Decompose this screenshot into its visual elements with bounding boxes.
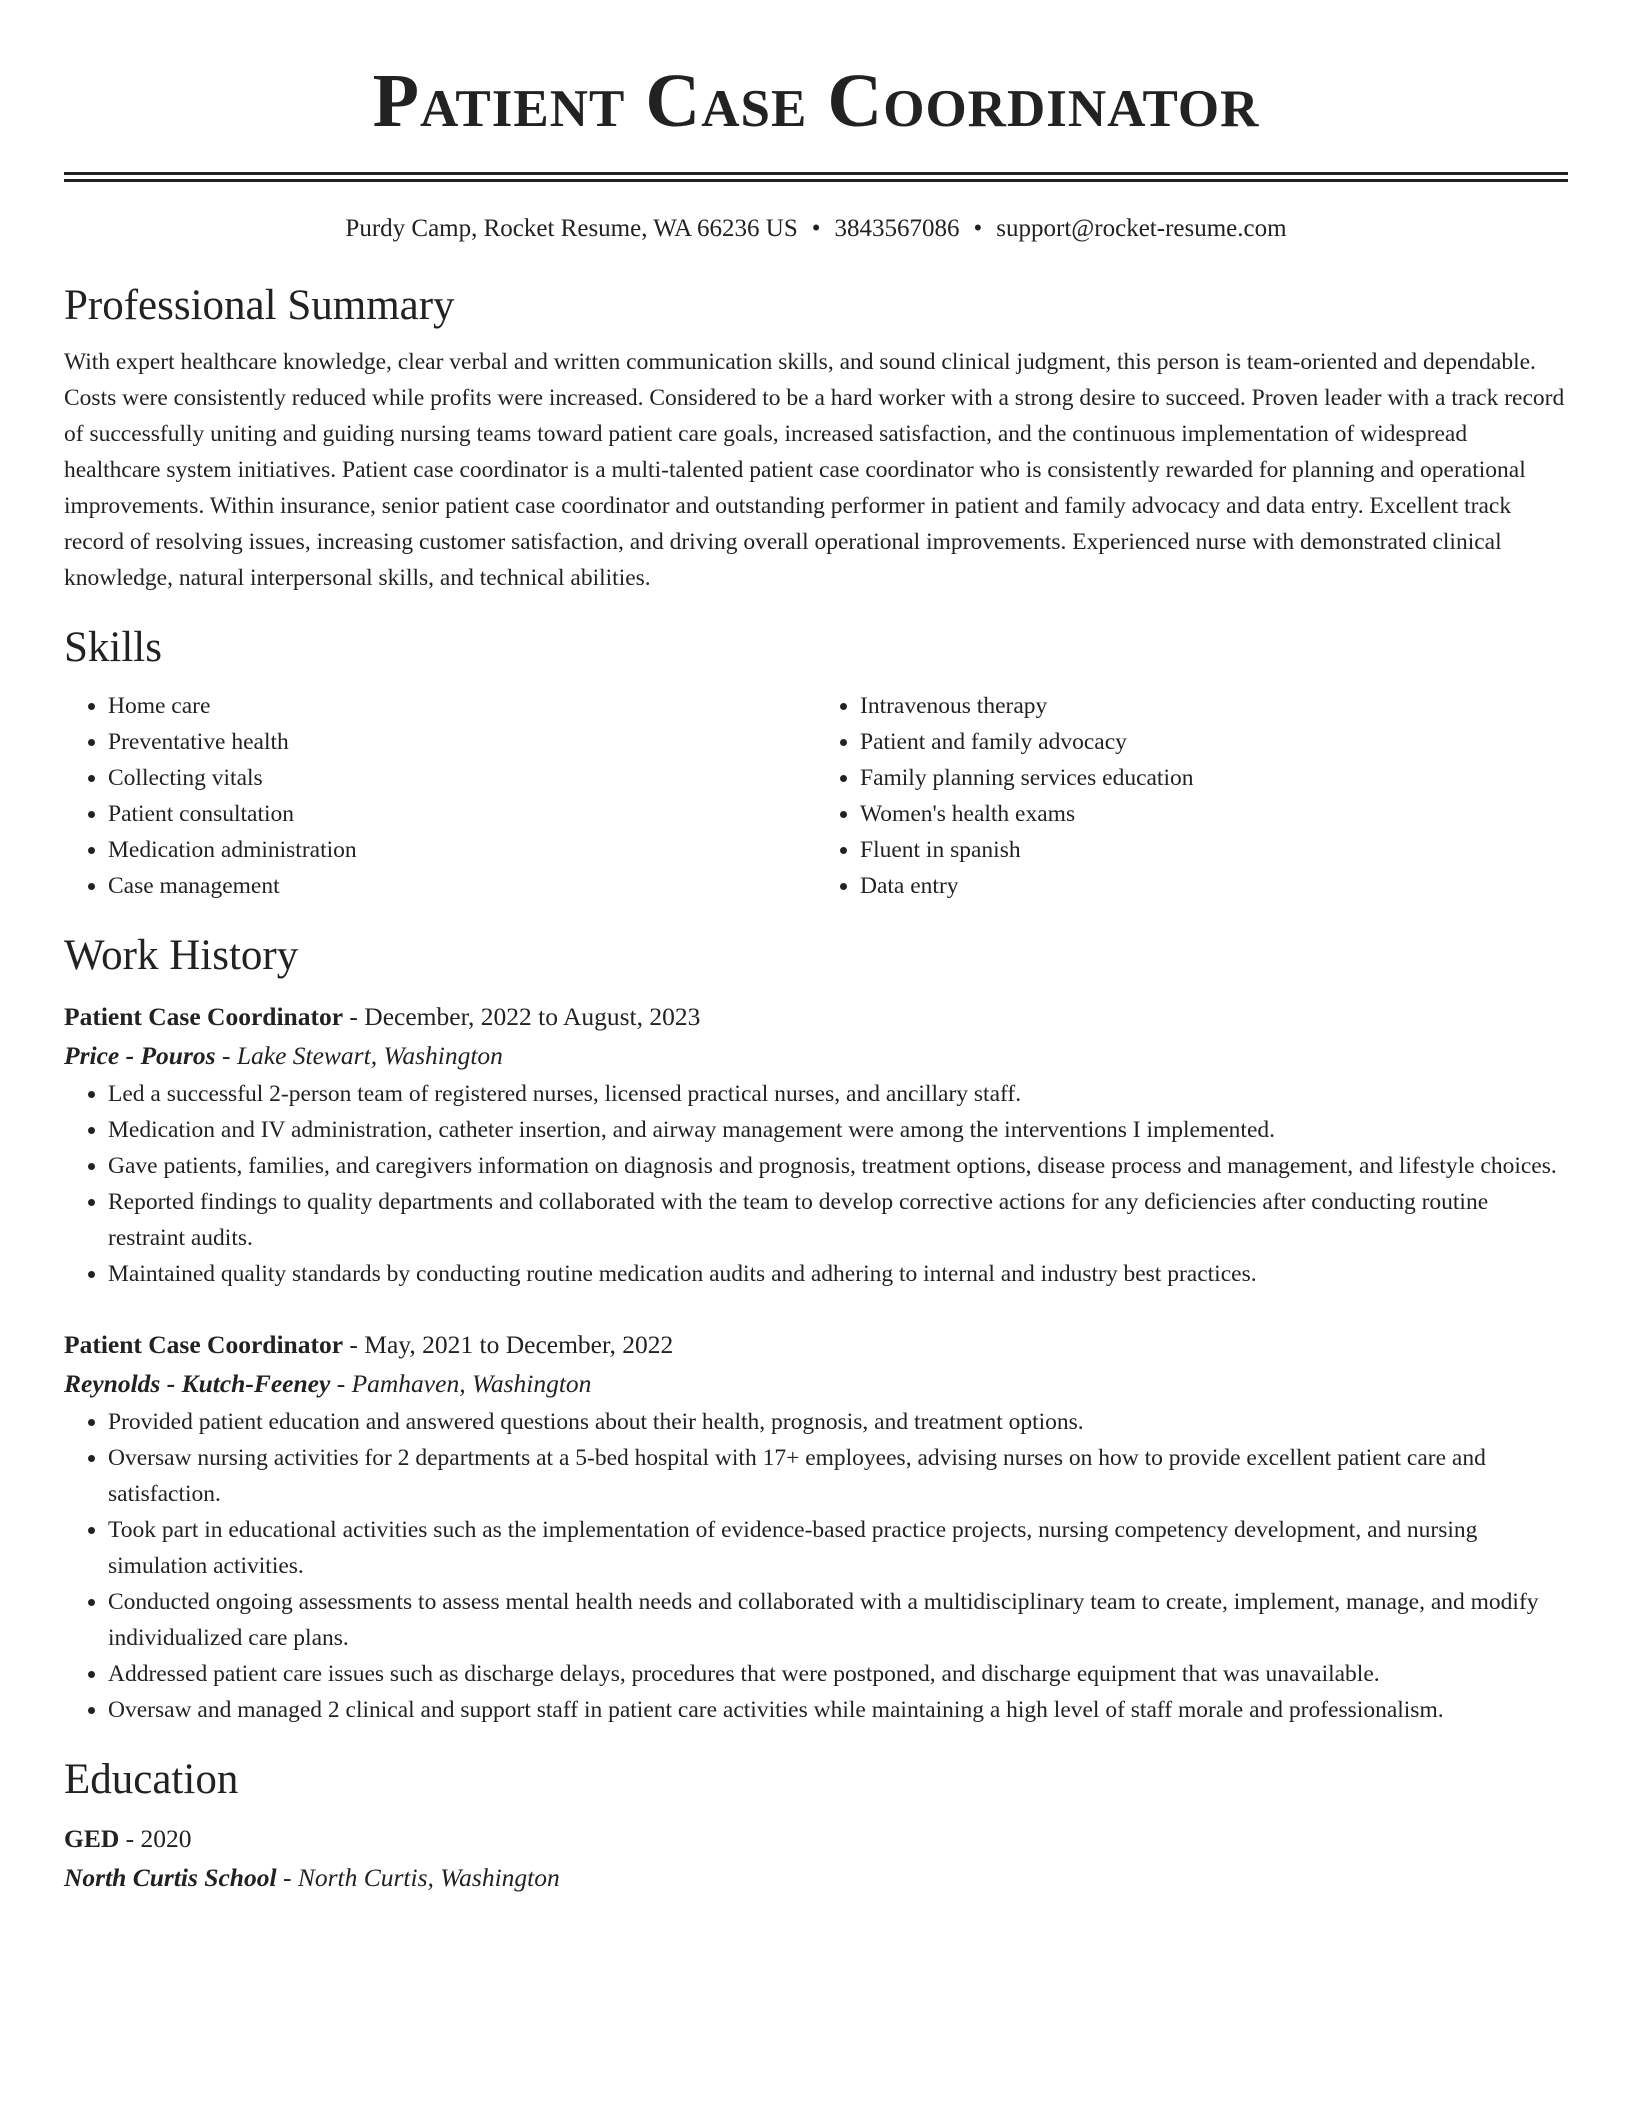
education-location: North Curtis, Washington <box>297 1863 560 1892</box>
job-dash: - <box>343 1330 365 1359</box>
job-entry <box>64 1326 1568 1728</box>
contact-phone[interactable]: 3843567086 <box>834 215 960 242</box>
job-duty: • Medication and IV administration, catheter insertion, and airway management were among the interventions I implemented. <box>108 1112 1568 1148</box>
job-location: Pamhaven, Washington <box>351 1369 592 1398</box>
job-dash: - <box>330 1369 352 1398</box>
candidate-name: Patient Case Coordinator <box>372 59 1260 143</box>
work-history-heading: Work History <box>64 932 299 979</box>
job-duty: • Took part in educational activities such as the implementation of evidence-based practice projects, nursing competency development, and nursing simulation activities. <box>108 1512 1568 1584</box>
contact-email[interactable]: support@rocket-resume.com <box>996 215 1287 242</box>
header-double-rule <box>64 172 1568 182</box>
contact-separator: • <box>811 215 821 242</box>
skill-item: • Patient consultation <box>108 796 816 832</box>
education-degree: GED <box>64 1824 120 1853</box>
job-entry <box>64 998 1568 1292</box>
job-dash: - <box>215 1041 237 1070</box>
skills-column-right <box>816 688 1568 904</box>
job-duty: • Addressed patient care issues such as discharge delays, procedures that were postponed, and discharge equipment that was unavailable. <box>108 1656 1568 1692</box>
job-duties <box>64 1076 1568 1292</box>
summary-heading: Professional Summary <box>64 282 455 329</box>
job-dash: - <box>343 1002 365 1031</box>
skill-item: • Fluent in spanish <box>860 832 1568 868</box>
contact-address: Purdy Camp, Rocket Resume, WA 66236 US <box>345 215 798 242</box>
skill-item: • Medication administration <box>108 832 816 868</box>
job-duty: • Provided patient education and answered questions about their health, prognosis, and treatment options. <box>108 1404 1568 1440</box>
contact-line <box>64 212 1568 246</box>
education-school-line <box>64 1858 1568 1898</box>
skill-item: • Preventative health <box>108 724 816 760</box>
job-duty: • Maintained quality standards by conducting routine medication audits and adhering to internal and industry best practices. <box>108 1256 1568 1292</box>
job-duty: • Reported findings to quality departments and collaborated with the team to develop corrective actions for any deficiencies after conducting routine restraint audits. <box>108 1184 1568 1256</box>
education-dash: - <box>276 1863 298 1892</box>
skill-item: • Intravenous therapy <box>860 688 1568 724</box>
job-header <box>64 1326 1568 1364</box>
job-duty: • Oversaw and managed 2 clinical and support staff in patient care activities while maintaining a high level of staff morale and professionalism. <box>108 1692 1568 1728</box>
job-employer <box>64 1036 1568 1076</box>
skill-item: • Patient and family advocacy <box>860 724 1568 760</box>
summary-text: With expert healthcare knowledge, clear verbal and written communication skills, and sound clinical judgment, this person is team-oriented and dependable. Costs were consistently reduced while profits were increased. Considered to be a hard worker with a strong desire to succeed. Proven leader with a track record of successfully uniting and guiding nursing teams toward patient care goals, increased satisfaction, and the continuous implementation of widespread healthcare system initiatives. Patient case coordinator is a multi-talented patient case coordinator who is consistently rewarded for planning and operational improvements. Within insurance, senior patient case coordinator and outstanding performer in patient and family advocacy and data entry. Excellent track record of resolving issues, increasing customer satisfaction, and driving overall operational improvements. Experienced nurse with demonstrated clinical knowledge, natural interpersonal skills, and technical abilities. <box>64 349 1565 591</box>
skill-item: • Women's health exams <box>860 796 1568 832</box>
education-dash: - <box>119 1824 141 1853</box>
education-school: North Curtis School <box>64 1863 277 1892</box>
education-degree-line <box>64 1820 1568 1858</box>
education-year: 2020 <box>140 1824 192 1853</box>
job-dates: December, 2022 to August, 2023 <box>364 1002 701 1031</box>
job-duty: • Oversaw nursing activities for 2 departments at a 5-bed hospital with 17+ employees, advising nurses on how to provide excellent patient care and satisfaction. <box>108 1440 1568 1512</box>
job-dates: May, 2021 to December, 2022 <box>364 1330 674 1359</box>
education-heading: Education <box>64 1756 239 1803</box>
job-company: Price - Pouros <box>64 1041 216 1070</box>
skills-list <box>64 688 1568 904</box>
skills-heading: Skills <box>64 624 162 671</box>
skill-item: • Collecting vitals <box>108 760 816 796</box>
skill-item: • Data entry <box>860 868 1568 904</box>
skills-column-left <box>64 688 816 904</box>
job-employer <box>64 1364 1568 1404</box>
job-role: Patient Case Coordinator <box>64 1002 344 1031</box>
job-location: Lake Stewart, Washington <box>236 1041 503 1070</box>
job-duty: • Conducted ongoing assessments to assess mental health needs and collaborated with a multidisciplinary team to create, implement, manage, and modify individualized care plans. <box>108 1584 1568 1656</box>
skill-item: • Home care <box>108 688 816 724</box>
contact-separator: • <box>973 215 983 242</box>
job-duties <box>64 1404 1568 1728</box>
skill-item: • Family planning services education <box>860 760 1568 796</box>
job-header <box>64 998 1568 1036</box>
job-company: Reynolds - Kutch-Feeney <box>64 1369 331 1398</box>
job-role: Patient Case Coordinator <box>64 1330 344 1359</box>
job-duty: • Gave patients, families, and caregivers information on diagnosis and prognosis, treatment options, disease process and management, and lifestyle choices. <box>108 1148 1568 1184</box>
skill-item: • Case management <box>108 868 816 904</box>
job-duty: • Led a successful 2-person team of registered nurses, licensed practical nurses, and ancillary staff. <box>108 1076 1568 1112</box>
